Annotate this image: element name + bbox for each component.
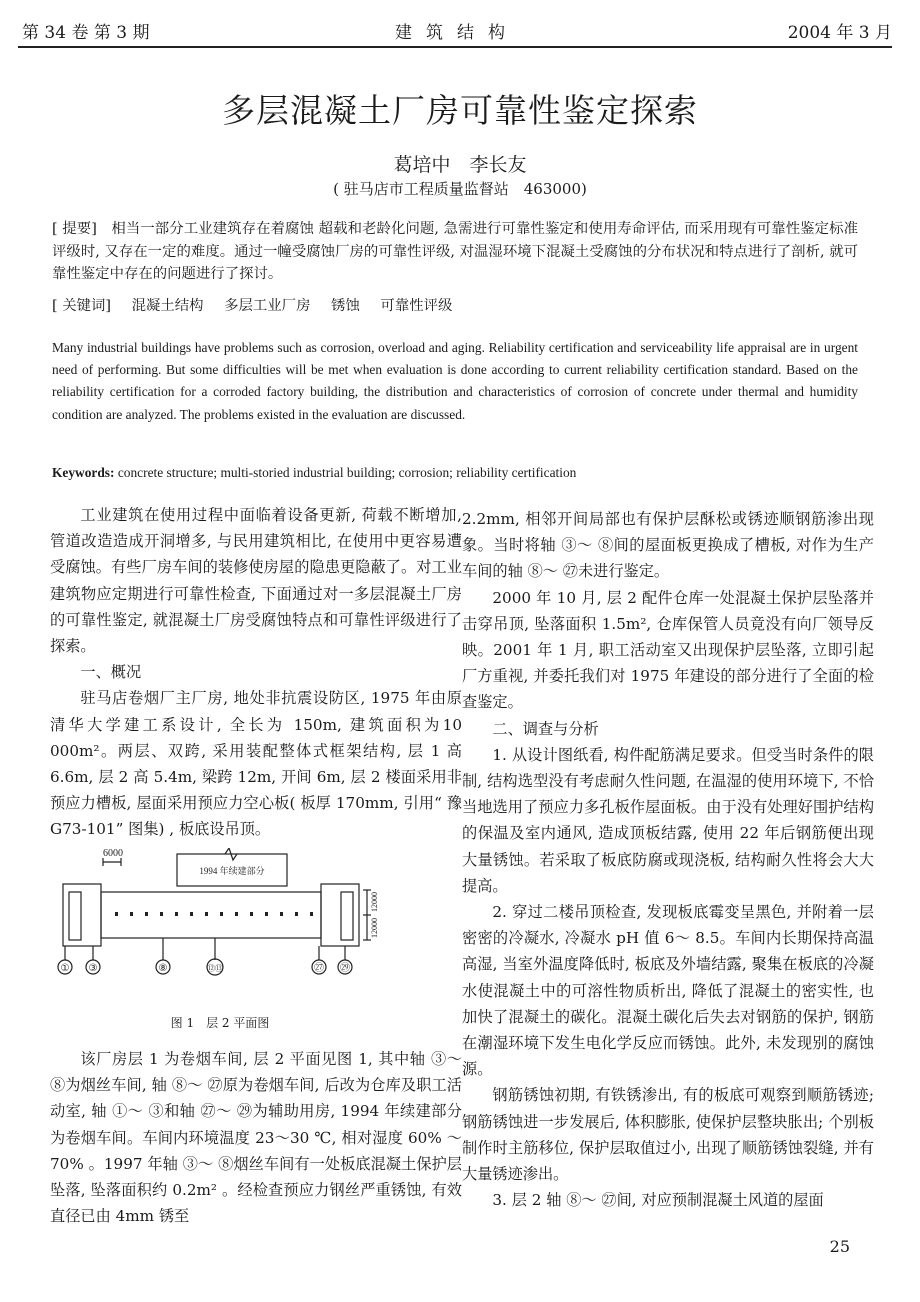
affiliation: ( 驻马店市工程质量监督站 463000)	[333, 180, 587, 198]
paragraph: 3. 层 2 轴 ⑧～ ㉗间, 对应预制混凝土风道的屋面	[492, 1191, 824, 1210]
body-left-top	[50, 502, 462, 843]
paragraph: 2. 穿过二楼吊顶检查, 发现板底霉变呈黑色, 并附着一层密密的冷凝水, 冷凝水 pH 值 6～ 8.5。车间内长期保持高温高湿, 当室外温度降低时, 板底及外墙结露, 聚集在板底的冷凝水使混凝土中的可溶性物质析出, 降低了混凝土的密实性, 也加快了混凝土的碳化。混凝土碳化后失去对钢筋的保护, 钢筋在潮湿环境下发生电化学反应而锈蚀。此外, 未发现别的腐蚀源。	[462, 903, 874, 1079]
keyword: 混凝土结构	[131, 298, 204, 314]
keywords-label: [ 关键词]	[52, 298, 111, 314]
axis-label: ①	[60, 963, 70, 974]
paragraph: 驻马店卷烟厂主厂房, 地处非抗震设防区, 1975 年由原清华大学建工系设计, 全长为 150m, 建筑面积为10 000m²。两层、双跨, 采用装配整体式框架结构, 层 1 高 6.6m, 层 2 高 5.4m, 梁跨 12m, 开间 6m, 层 2 楼面采用非预应力槽板, 屋面采用预应力空心板( 板厚 170mm, 引用“ 豫 G73-101” 图集) , 板底设吊顶。	[50, 689, 462, 839]
paragraph: 工业建筑在使用过程中面临着设备更新, 荷载不断增加, 管道改造造成开洞增多, 与民用建筑相比, 在使用中更容易遭受腐蚀。有些厂房车间的装修使房屋的隐患更隐蔽了。对工业建筑物应定期进行可靠性检查, 下面通过对一多层混凝土厂房的可靠性鉴定, 就混凝土厂房受腐蚀特点和可靠性评级进行了探索。	[50, 506, 462, 656]
body-right	[462, 506, 874, 1213]
paper-title: 多层混凝土厂房可靠性鉴定探索	[222, 91, 698, 130]
section-heading: 一、概况	[80, 663, 142, 682]
journal-name: 建筑结构	[395, 23, 519, 43]
left-stair	[69, 892, 81, 940]
annex-label: 1994 年续建部分	[199, 866, 265, 876]
dim-12000-b: 12000	[370, 918, 379, 938]
abstract-english: Many industrial buildings have problems such as corrosion, overload and aging. Reliability certification and serviceability life appraisal are in urgent need of performing. But some difficulties will be met when evaluation is done according to current reliability certification standard. Based on the reliability certification for a corroded factory building, the distribution and characteristics of corrosion of concrete under thermal and humidity condition are analyzed. The problems existed in the evaluation are discussed.	[52, 340, 858, 422]
paragraph: 2000 年 10 月, 层 2 配件仓库一处混凝土保护层坠落并击穿吊顶, 坠落面积 1.5m², 仓库保管人员竟没有向厂领导反映。2001 年 1 月, 职工活动室又出现保护层坠落, 立即引起厂方重视, 并委托我们对 1975 年建设的部分进行了全面的检查鉴定。	[462, 588, 874, 712]
keyword: 锈蚀	[331, 298, 360, 314]
paragraph: 2.2mm, 相邻开间局部也有保护层酥松或锈迹顺钢筋渗出现象。当时将轴 ③～ ⑧间的屋面板更换成了槽板, 对作为生产车间的轴 ⑧～ ㉗未进行鉴定。	[462, 510, 874, 581]
section-heading: 二、调查与分析	[492, 719, 599, 738]
keywords-en-label: Keywords:	[52, 465, 115, 480]
right-stair	[341, 892, 353, 940]
axis-label: ⑫⑬	[207, 964, 223, 973]
dim-12000-a: 12000	[370, 892, 379, 912]
paragraph: 钢筋锈蚀初期, 有铁锈渗出, 有的板底可观察到顺筋锈迹; 钢筋锈蚀进一步发展后, 体积膨胀, 使保护层整块胀出; 个别板制作时主筋移位, 保护层取值过小, 出现了顺筋锈蚀裂缝, 并有大量锈迹渗出。	[462, 1086, 874, 1184]
axis-label: ㉗	[314, 963, 324, 974]
keywords-en-text: concrete structure; multi-storied industrial building; corrosion; reliability certification	[117, 465, 577, 480]
body-left-bottom	[50, 1046, 462, 1229]
dim-6000: 6000	[103, 848, 123, 859]
keywords-chinese	[52, 295, 858, 317]
floor-plan-figure	[55, 848, 385, 993]
figure-caption: 图 1 层 2 平面图	[170, 1016, 270, 1030]
keyword: 可靠性评级	[380, 298, 453, 314]
paragraph: 该厂房层 1 为卷烟车间, 层 2 平面见图 1, 其中轴 ③～ ⑧为烟丝车间, 轴 ⑧～ ㉗原为卷烟车间, 后改为仓库及职工活动室, 轴 ①～ ③和轴 ㉗～ ㉙为辅助用房, 1994 年续建部分为卷烟车间。车间内环境温度 23～30 ℃, 相对湿度 60% ～ 70% 。1997 年轴 ③～ ⑧烟丝车间有一处板底混凝土保护层坠落, 坠落面积约 0.2m² 。经检查预应力钢丝严重锈蚀, 有效直径已由 4mm 锈至	[50, 1050, 462, 1226]
authors: 葛培中 李长友	[393, 154, 527, 176]
abstract-chinese: [ 提要] 相当一部分工业建筑存在着腐蚀 超载和老龄化问题, 急需进行可靠性鉴定和使用寿命评估, 而采用现有可靠性鉴定标准评级时, 又存在一定的难度。通过一幢受腐蚀厂房的可靠性评级, 对温湿环境下混凝土受腐蚀的分布状况和特点进行了剖析, 就可靠性鉴定中存在的问题进行了探讨。	[52, 221, 858, 282]
running-header	[22, 18, 892, 44]
keywords-english	[52, 465, 858, 481]
header-rule	[18, 46, 892, 48]
issue-date: 2004 年 3 月	[787, 23, 892, 43]
journal-issue: 第 34 卷 第 3 期	[22, 23, 150, 43]
keyword: 多层工业厂房	[224, 298, 311, 314]
paragraph: 1. 从设计图纸看, 构件配筋满足要求。但受当时条件的限制, 结构选型没有考虑耐久性问题, 在温湿的使用环境下, 不恰当地选用了预应力多孔板作屋面板。由于没有处理好围护结构的保温及室内通风, 造成顶板结露, 使用 22 年后钢筋便出现大量锈蚀。若采取了板底防腐或现浇板, 结构耐久性将会大大提高。	[462, 745, 874, 895]
axis-label: ⑧	[158, 963, 168, 974]
page-number: 25	[829, 1237, 850, 1256]
axis-label: ③	[88, 963, 98, 974]
main-block	[101, 892, 321, 938]
axis-label: ㉙	[340, 963, 350, 974]
